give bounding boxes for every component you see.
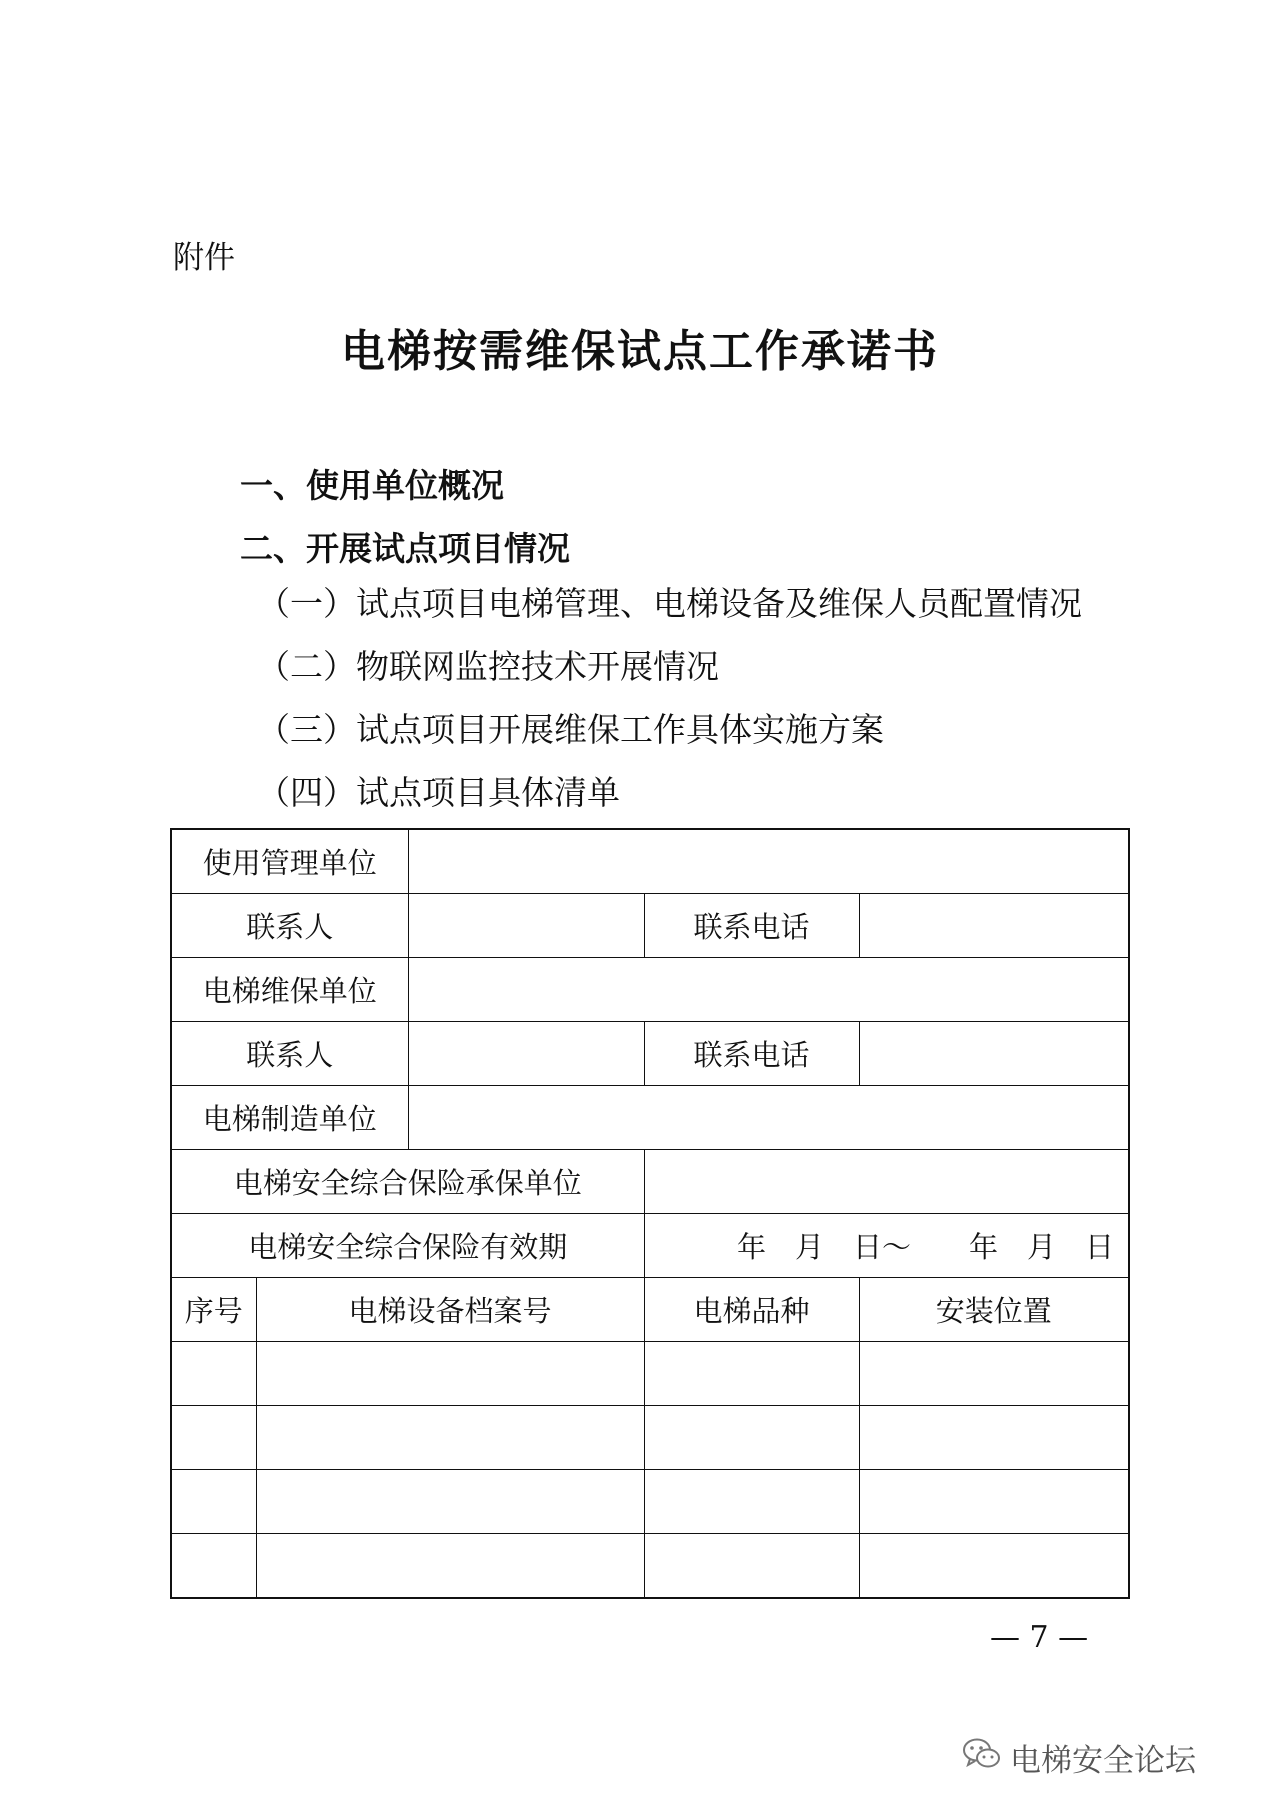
cell-type[interactable] <box>644 1406 859 1470</box>
cell-seq[interactable] <box>171 1534 256 1599</box>
label-phone: 联系电话 <box>644 894 859 958</box>
col-header-record: 电梯设备档案号 <box>256 1278 644 1342</box>
table-header-row <box>171 1278 1129 1342</box>
cell-record[interactable] <box>256 1342 644 1406</box>
field-manuf-unit[interactable] <box>408 1086 1129 1150</box>
attachment-label: 附件 <box>173 240 235 276</box>
cell-location[interactable] <box>859 1470 1129 1534</box>
section-heading-1: 一、使用单位概况 <box>240 466 504 505</box>
table-row <box>171 894 1129 958</box>
label-maint-unit: 电梯维保单位 <box>171 958 408 1022</box>
cell-seq[interactable] <box>171 1406 256 1470</box>
pilot-project-form <box>170 828 1130 1599</box>
cell-type[interactable] <box>644 1534 859 1599</box>
col-header-seq: 序号 <box>171 1278 256 1342</box>
wechat-icon <box>962 1737 1002 1771</box>
cell-location[interactable] <box>859 1406 1129 1470</box>
field-use-unit[interactable] <box>408 829 1129 894</box>
col-header-type: 电梯品种 <box>644 1278 859 1342</box>
document-title: 电梯按需维保试点工作承诺书 <box>341 326 939 377</box>
subsection-3: （三）试点项目开展维保工作具体实施方案 <box>257 710 884 749</box>
table-row <box>171 1086 1129 1150</box>
field-maint-phone[interactable] <box>859 1022 1129 1086</box>
cell-location[interactable] <box>859 1342 1129 1406</box>
table-row <box>171 958 1129 1022</box>
label-maint-phone: 联系电话 <box>644 1022 859 1086</box>
cell-seq[interactable] <box>171 1342 256 1406</box>
cell-type[interactable] <box>644 1470 859 1534</box>
table-row <box>171 1470 1129 1534</box>
label-maint-contact: 联系人 <box>171 1022 408 1086</box>
cell-record[interactable] <box>256 1534 644 1599</box>
field-maint-unit[interactable] <box>408 958 1129 1022</box>
field-maint-contact[interactable] <box>408 1022 644 1086</box>
table-row <box>171 1534 1129 1599</box>
table-row <box>171 1022 1129 1086</box>
subsection-1: （一）试点项目电梯管理、电梯设备及维保人员配置情况 <box>257 584 1082 623</box>
cell-record[interactable] <box>256 1406 644 1470</box>
subsection-2: （二）物联网监控技术开展情况 <box>257 647 719 686</box>
subsection-4: （四）试点项目具体清单 <box>257 773 620 812</box>
label-insurer: 电梯安全综合保险承保单位 <box>171 1150 644 1214</box>
table-row <box>171 1342 1129 1406</box>
page-number: — 7 — <box>990 1620 1089 1655</box>
cell-seq[interactable] <box>171 1470 256 1534</box>
label-manuf-unit: 电梯制造单位 <box>171 1086 408 1150</box>
table-row <box>171 1406 1129 1470</box>
field-insurer[interactable] <box>644 1150 1129 1214</box>
field-validity[interactable]: 年 月 日～ 年 月 日 <box>644 1214 1129 1278</box>
col-header-location: 安装位置 <box>859 1278 1129 1342</box>
watermark <box>1010 1735 1196 1780</box>
cell-type[interactable] <box>644 1342 859 1406</box>
section-heading-2: 二、开展试点项目情况 <box>240 529 570 568</box>
table-row <box>171 1214 1129 1278</box>
field-phone[interactable] <box>859 894 1129 958</box>
cell-location[interactable] <box>859 1534 1129 1599</box>
label-validity: 电梯安全综合保险有效期 <box>171 1214 644 1278</box>
table-row <box>171 829 1129 894</box>
label-contact: 联系人 <box>171 894 408 958</box>
field-contact[interactable] <box>408 894 644 958</box>
watermark-text: 电梯安全论坛 <box>1010 1743 1196 1779</box>
table-row <box>171 1150 1129 1214</box>
label-use-unit: 使用管理单位 <box>171 829 408 894</box>
cell-record[interactable] <box>256 1470 644 1534</box>
